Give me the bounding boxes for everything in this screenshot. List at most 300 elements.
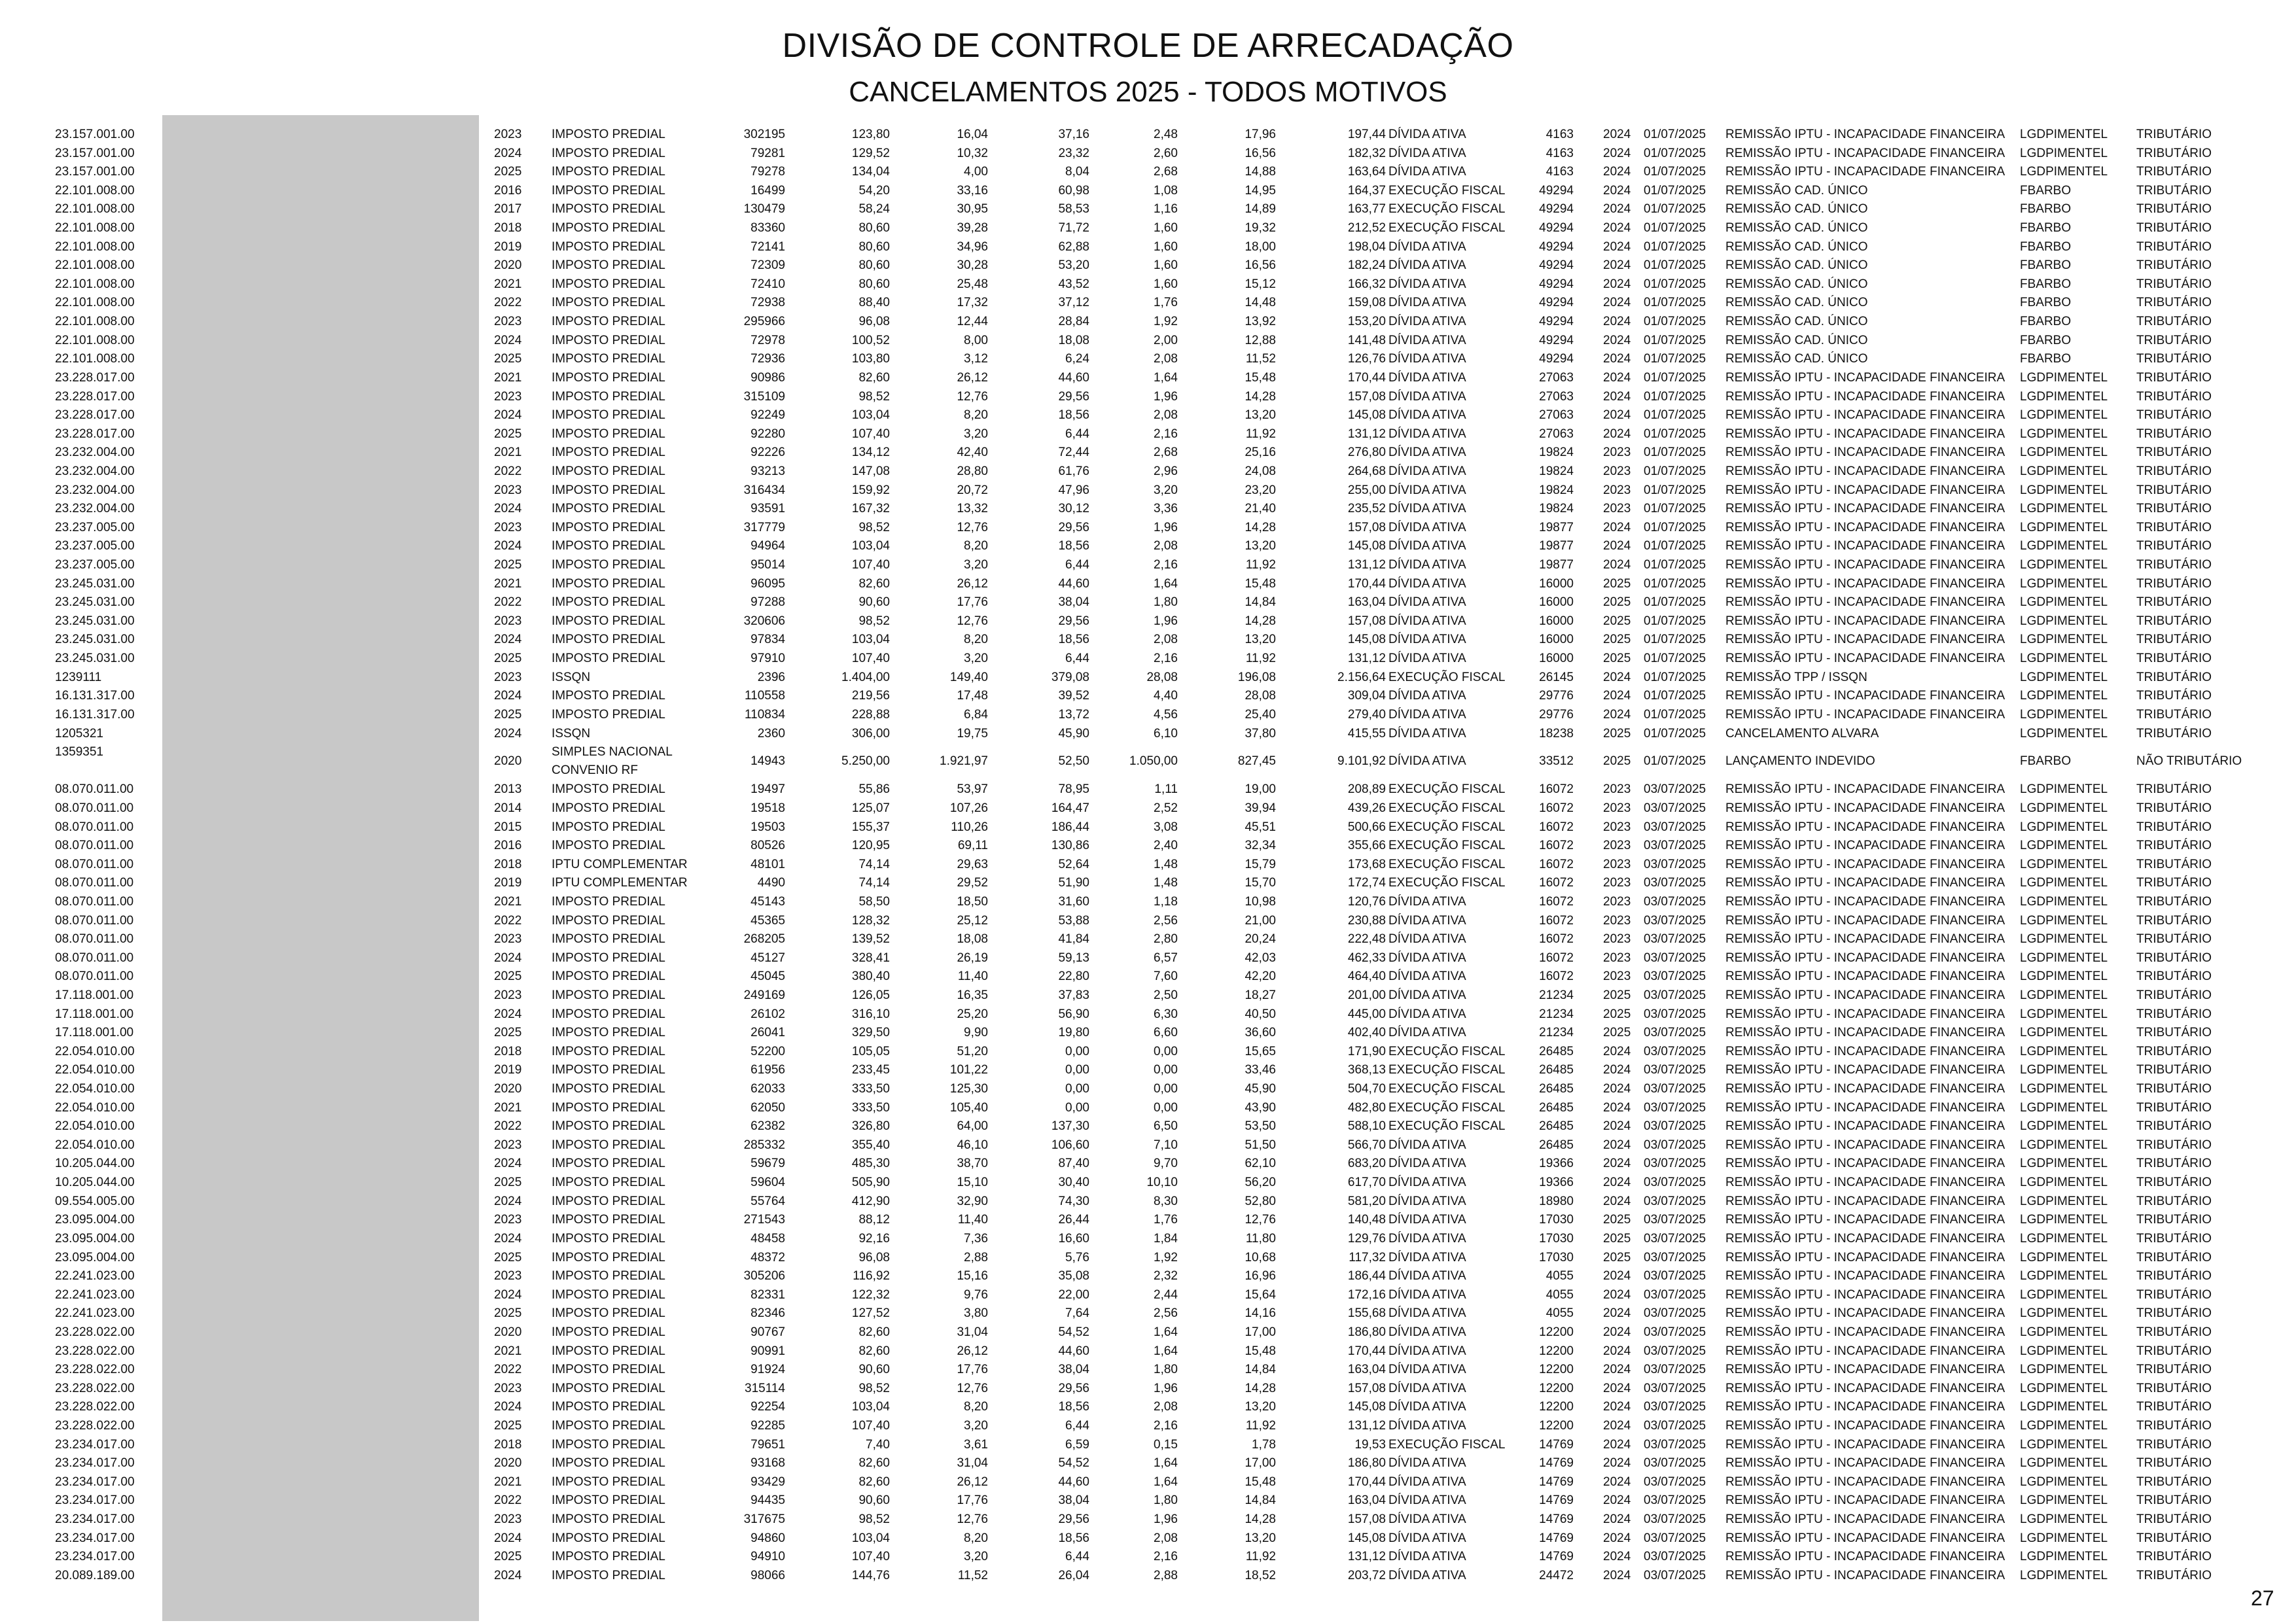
cell-tipo: TRIBUTÁRIO xyxy=(2136,670,2212,684)
cell-juros: 54,52 xyxy=(1058,1456,1089,1471)
cell-motivo: REMISSÃO IPTU - INCAPACIDADE FINANCEIRA xyxy=(1725,1493,2005,1508)
cell-juros: 47,96 xyxy=(1058,483,1089,497)
cell-ano: 2022 xyxy=(494,1363,522,1377)
cell-situacao: DÍVIDA ATIVA xyxy=(1388,1176,1466,1190)
cell-ano: 2022 xyxy=(494,464,522,478)
cell-inscricao: 22.101.008.00 xyxy=(55,221,135,236)
table-row xyxy=(0,1174,2296,1193)
cell-ano: 2015 xyxy=(494,820,522,834)
cell-data: 01/07/2025 xyxy=(1644,539,1706,553)
cell-data: 01/07/2025 xyxy=(1644,333,1706,347)
cell-data: 01/07/2025 xyxy=(1644,146,1706,160)
cell-descricao: IMPOSTO PREDIAL xyxy=(552,1119,665,1134)
cell-ano: 2023 xyxy=(494,932,522,947)
cell-tipo: TRIBUTÁRIO xyxy=(2136,1512,2212,1527)
cell-tipo: TRIBUTÁRIO xyxy=(2136,1157,2212,1171)
cell-multa: 29,52 xyxy=(957,876,988,890)
table-row xyxy=(0,949,2296,968)
cell-tipo: TRIBUTÁRIO xyxy=(2136,239,2212,254)
cell-correcao: 2,08 xyxy=(1154,1400,1178,1414)
cell-situacao: DÍVIDA ATIVA xyxy=(1388,165,1466,179)
cell-juros: 37,83 xyxy=(1058,988,1089,1002)
table-row xyxy=(0,145,2296,164)
cell-processo: 4055 xyxy=(1545,1269,1574,1283)
cell-ano-processo: 2024 xyxy=(1603,370,1631,385)
cell-honorarios: 51,50 xyxy=(1245,1138,1276,1152)
cell-inscricao: 23.157.001.00 xyxy=(55,146,135,160)
table-row xyxy=(0,1249,2296,1268)
cell-processo: 16072 xyxy=(1539,894,1574,909)
cell-data: 01/07/2025 xyxy=(1644,558,1706,572)
table-row xyxy=(0,1043,2296,1062)
cell-tipo: TRIBUTÁRIO xyxy=(2136,876,2212,890)
cell-total: 504,70 xyxy=(1347,1082,1386,1096)
cell-ano: 2020 xyxy=(494,1082,522,1096)
cell-honorarios: 11,92 xyxy=(1245,427,1276,441)
cell-correcao: 1,18 xyxy=(1154,894,1178,909)
cell-multa: 42,40 xyxy=(957,445,988,460)
cell-motivo: REMISSÃO IPTU - INCAPACIDADE FINANCEIRA xyxy=(1725,1100,2005,1115)
cell-inscricao: 22.054.010.00 xyxy=(55,1044,135,1058)
cell-total: 163,64 xyxy=(1347,165,1386,179)
cell-valor-principal: 126,05 xyxy=(851,988,890,1002)
cell-juros: 6,44 xyxy=(1065,1419,1089,1433)
cell-usuario: LGDPIMENTEL xyxy=(2020,502,2108,516)
cell-descricao: IMPOSTO PREDIAL xyxy=(552,539,665,553)
cell-lancamento: 62382 xyxy=(751,1119,785,1134)
cell-correcao: 2,88 xyxy=(1154,1568,1178,1582)
cell-data: 03/07/2025 xyxy=(1644,988,1706,1002)
cell-descricao: IMPOSTO PREDIAL xyxy=(552,894,665,909)
cell-ano-processo: 2023 xyxy=(1603,913,1631,928)
cell-correcao: 4,56 xyxy=(1154,707,1178,722)
cell-lancamento: 26102 xyxy=(751,1007,785,1021)
cell-correcao: 1,60 xyxy=(1154,277,1178,291)
cell-honorarios: 18,52 xyxy=(1245,1568,1276,1582)
cell-motivo: REMISSÃO IPTU - INCAPACIDADE FINANCEIRA xyxy=(1725,483,2005,497)
cell-usuario: LGDPIMENTEL xyxy=(2020,1250,2108,1265)
cell-valor-principal: 80,60 xyxy=(858,258,890,273)
cell-multa: 25,12 xyxy=(957,913,988,928)
cell-correcao: 1,60 xyxy=(1154,258,1178,273)
cell-ano: 2023 xyxy=(494,483,522,497)
cell-ano: 2023 xyxy=(494,670,522,684)
cell-data: 01/07/2025 xyxy=(1644,370,1706,385)
cell-tipo: TRIBUTÁRIO xyxy=(2136,894,2212,909)
cell-ano-processo: 2024 xyxy=(1603,389,1631,404)
cell-data: 03/07/2025 xyxy=(1644,1344,1706,1358)
cell-data: 01/07/2025 xyxy=(1644,464,1706,478)
cell-honorarios: 14,84 xyxy=(1245,1493,1276,1508)
cell-correcao: 1,64 xyxy=(1154,1325,1178,1339)
cell-juros: 37,16 xyxy=(1058,128,1089,141)
cell-valor-principal: 103,04 xyxy=(851,408,890,423)
cell-data: 03/07/2025 xyxy=(1644,1119,1706,1134)
cell-ano-processo: 2024 xyxy=(1603,1400,1631,1414)
cell-motivo: REMISSÃO IPTU - INCAPACIDADE FINANCEIRA xyxy=(1725,1437,2005,1452)
cell-honorarios: 14,28 xyxy=(1245,520,1276,534)
table-row xyxy=(0,519,2296,538)
cell-inscricao: 23.228.017.00 xyxy=(55,408,135,423)
cell-ano: 2022 xyxy=(494,1119,522,1134)
cell-honorarios: 14,88 xyxy=(1245,165,1276,179)
cell-usuario: LGDPIMENTEL xyxy=(2020,539,2108,553)
cell-situacao: DÍVIDA ATIVA xyxy=(1388,128,1466,141)
cell-usuario: LGDPIMENTEL xyxy=(2020,445,2108,460)
cell-tipo: TRIBUTÁRIO xyxy=(2136,1213,2212,1227)
cell-valor-principal: 107,40 xyxy=(851,427,890,441)
cell-total: 212,52 xyxy=(1347,221,1386,236)
cell-valor-principal: 128,32 xyxy=(851,913,890,928)
cell-inscricao: 08.070.011.00 xyxy=(55,857,134,871)
cell-tipo: TRIBUTÁRIO xyxy=(2136,128,2212,141)
cell-usuario: LGDPIMENTEL xyxy=(2020,614,2108,628)
cell-usuario: LGDPIMENTEL xyxy=(2020,951,2108,965)
cell-correcao: 1,60 xyxy=(1154,239,1178,254)
cell-situacao: DÍVIDA ATIVA xyxy=(1388,932,1466,947)
cell-total: 170,44 xyxy=(1347,1475,1386,1489)
cell-descricao: IMPOSTO PREDIAL xyxy=(552,389,665,404)
cell-data: 03/07/2025 xyxy=(1644,1437,1706,1452)
cell-lancamento: 90986 xyxy=(751,370,785,385)
cell-data: 03/07/2025 xyxy=(1644,782,1706,797)
cell-descricao: IMPOSTO PREDIAL xyxy=(552,296,665,310)
cell-descricao: IMPOSTO PREDIAL xyxy=(552,782,665,797)
cell-lancamento: 92254 xyxy=(751,1400,785,1414)
cell-usuario: FBARBO xyxy=(2020,754,2072,769)
cell-situacao: EXECUÇÃO FISCAL xyxy=(1388,1119,1506,1134)
cell-total: 131,12 xyxy=(1347,427,1386,441)
cell-situacao: DÍVIDA ATIVA xyxy=(1388,1512,1466,1527)
cell-descricao: IMPOSTO PREDIAL xyxy=(552,352,665,366)
cell-honorarios: 15,70 xyxy=(1245,876,1276,890)
cell-multa: 15,10 xyxy=(957,1176,988,1190)
cell-motivo: REMISSÃO IPTU - INCAPACIDADE FINANCEIRA xyxy=(1725,576,2005,591)
cell-juros: 29,56 xyxy=(1058,520,1089,534)
cell-total: 145,08 xyxy=(1347,1531,1386,1545)
cell-descricao: IMPOSTO PREDIAL xyxy=(552,1550,665,1564)
cell-usuario: FBARBO xyxy=(2020,221,2072,236)
table-row xyxy=(0,1361,2296,1380)
cell-correcao: 2,08 xyxy=(1154,408,1178,423)
cell-correcao: 0,00 xyxy=(1154,1082,1178,1096)
cell-multa: 12,76 xyxy=(957,389,988,404)
cell-motivo: REMISSÃO CAD. ÚNICO xyxy=(1725,333,1868,347)
cell-descricao: IMPOSTO PREDIAL xyxy=(552,932,665,947)
cell-total: 173,68 xyxy=(1347,857,1386,871)
cell-situacao: DÍVIDA ATIVA xyxy=(1388,427,1466,441)
cell-ano: 2024 xyxy=(494,689,522,703)
cell-motivo: REMISSÃO IPTU - INCAPACIDADE FINANCEIRA xyxy=(1725,652,2005,666)
cell-inscricao: 23.095.004.00 xyxy=(55,1231,135,1246)
cell-motivo: LANÇAMENTO INDEVIDO xyxy=(1725,754,1875,769)
cell-correcao: 0,00 xyxy=(1154,1044,1178,1058)
cell-descricao: ISSQN xyxy=(552,670,591,684)
cell-tipo: TRIBUTÁRIO xyxy=(2136,1344,2212,1358)
cell-descricao: IMPOSTO PREDIAL xyxy=(552,333,665,347)
cell-tipo: TRIBUTÁRIO xyxy=(2136,1531,2212,1545)
page-title: DIVISÃO DE CONTROLE DE ARRECADAÇÃO xyxy=(782,27,1514,65)
cell-motivo: REMISSÃO IPTU - INCAPACIDADE FINANCEIRA xyxy=(1725,128,2005,141)
cell-juros: 30,40 xyxy=(1058,1176,1089,1190)
cell-usuario: LGDPIMENTEL xyxy=(2020,1437,2108,1452)
cell-situacao: DÍVIDA ATIVA xyxy=(1388,1231,1466,1246)
cell-total: 186,44 xyxy=(1347,1269,1386,1283)
cell-ano-processo: 2024 xyxy=(1603,707,1631,722)
cell-total: 617,70 xyxy=(1347,1176,1386,1190)
cell-valor-principal: 80,60 xyxy=(858,277,890,291)
cell-correcao: 1,96 xyxy=(1154,1512,1178,1527)
cell-ano-processo: 2024 xyxy=(1603,539,1631,553)
cell-situacao: DÍVIDA ATIVA xyxy=(1388,707,1466,722)
cell-motivo: REMISSÃO IPTU - INCAPACIDADE FINANCEIRA xyxy=(1725,1344,2005,1358)
cell-usuario: LGDPIMENTEL xyxy=(2020,1550,2108,1564)
cell-honorarios: 25,40 xyxy=(1245,707,1276,722)
table-row xyxy=(0,219,2296,238)
cell-processo: 16072 xyxy=(1539,801,1574,815)
cell-valor-principal: 88,40 xyxy=(858,296,890,310)
cell-multa: 8,00 xyxy=(964,333,988,347)
cell-ano-processo: 2024 xyxy=(1603,1437,1631,1452)
cell-ano: 2023 xyxy=(494,520,522,534)
cell-usuario: LGDPIMENTEL xyxy=(2020,801,2108,815)
cell-tipo: TRIBUTÁRIO xyxy=(2136,370,2212,385)
cell-processo: 19824 xyxy=(1539,445,1574,460)
cell-juros: 72,44 xyxy=(1058,445,1089,460)
cell-descricao: IMPOSTO PREDIAL xyxy=(552,1176,665,1190)
cell-juros: 38,04 xyxy=(1058,595,1089,610)
cell-lancamento: 83360 xyxy=(751,221,785,236)
cell-inscricao: 23.232.004.00 xyxy=(55,502,135,516)
cell-multa: 19,75 xyxy=(957,726,988,741)
cell-inscricao: 08.070.011.00 xyxy=(55,932,134,947)
cell-correcao: 1,96 xyxy=(1154,520,1178,534)
cell-motivo: REMISSÃO CAD. ÚNICO xyxy=(1725,296,1868,310)
table-row xyxy=(0,126,2296,145)
cell-motivo: REMISSÃO IPTU - INCAPACIDADE FINANCEIRA xyxy=(1725,464,2005,478)
cell-honorarios: 37,80 xyxy=(1245,726,1276,741)
cell-total: 197,44 xyxy=(1347,128,1386,141)
cell-inscricao: 20.089.189.00 xyxy=(55,1568,135,1582)
cell-juros: 44,60 xyxy=(1058,1475,1089,1489)
cell-descricao: IMPOSTO PREDIAL xyxy=(552,820,665,834)
cell-ano: 2020 xyxy=(494,1456,522,1471)
cell-ano-processo: 2024 xyxy=(1603,296,1631,310)
cell-situacao: DÍVIDA ATIVA xyxy=(1388,277,1466,291)
table-row xyxy=(0,462,2296,481)
cell-juros: 26,44 xyxy=(1058,1213,1089,1227)
cell-lancamento: 315114 xyxy=(745,1381,785,1395)
cell-correcao: 6,10 xyxy=(1154,726,1178,741)
cell-situacao: DÍVIDA ATIVA xyxy=(1388,1475,1466,1489)
table-row xyxy=(0,369,2296,388)
cell-situacao: DÍVIDA ATIVA xyxy=(1388,1568,1466,1582)
cell-ano-processo: 2024 xyxy=(1603,1493,1631,1508)
cell-correcao: 9,70 xyxy=(1154,1157,1178,1171)
cell-situacao: DÍVIDA ATIVA xyxy=(1388,1456,1466,1471)
cell-total: 163,04 xyxy=(1347,1363,1386,1377)
cell-tipo: TRIBUTÁRIO xyxy=(2136,183,2212,198)
cell-situacao: EXECUÇÃO FISCAL xyxy=(1388,1082,1506,1096)
cell-data: 03/07/2025 xyxy=(1644,1419,1706,1433)
cell-lancamento: 95014 xyxy=(751,558,785,572)
cell-multa: 46,10 xyxy=(957,1138,988,1152)
cell-usuario: FBARBO xyxy=(2020,183,2072,198)
cell-descricao: IMPOSTO PREDIAL xyxy=(552,1493,665,1508)
cell-descricao: IMPOSTO PREDIAL xyxy=(552,445,665,460)
cell-motivo: REMISSÃO IPTU - INCAPACIDADE FINANCEIRA xyxy=(1725,839,2005,853)
cell-lancamento: 97834 xyxy=(751,633,785,647)
table-row xyxy=(0,1099,2296,1118)
table-row xyxy=(0,1473,2296,1492)
cell-ano-processo: 2023 xyxy=(1603,839,1631,853)
cell-lancamento: 45365 xyxy=(751,913,785,928)
cell-motivo: REMISSÃO IPTU - INCAPACIDADE FINANCEIRA xyxy=(1725,969,2005,984)
cell-motivo: REMISSÃO IPTU - INCAPACIDADE FINANCEIRA xyxy=(1725,876,2005,890)
cell-usuario: LGDPIMENTEL xyxy=(2020,1138,2108,1152)
cell-juros: 6,44 xyxy=(1065,558,1089,572)
cell-ano-processo: 2024 xyxy=(1603,1100,1631,1115)
cell-processo: 26145 xyxy=(1539,670,1574,684)
cell-motivo: REMISSÃO IPTU - INCAPACIDADE FINANCEIRA xyxy=(1725,782,2005,797)
table-row xyxy=(0,425,2296,444)
cell-ano: 2023 xyxy=(494,1381,522,1395)
cell-motivo: REMISSÃO IPTU - INCAPACIDADE FINANCEIRA xyxy=(1725,1250,2005,1265)
cell-total: 131,12 xyxy=(1347,1550,1386,1564)
cell-motivo: REMISSÃO IPTU - INCAPACIDADE FINANCEIRA xyxy=(1725,146,2005,160)
cell-valor-principal: 120,95 xyxy=(851,839,890,853)
cell-juros: 8,04 xyxy=(1065,165,1089,179)
cell-processo: 27063 xyxy=(1539,370,1574,385)
table-row xyxy=(0,930,2296,949)
cell-descricao: IPTU COMPLEMENTAR xyxy=(552,857,688,871)
cell-motivo: REMISSÃO IPTU - INCAPACIDADE FINANCEIRA xyxy=(1725,1568,2005,1582)
table-row xyxy=(0,556,2296,575)
cell-processo: 26485 xyxy=(1539,1082,1574,1096)
table-row xyxy=(0,1529,2296,1548)
cell-correcao: 2,16 xyxy=(1154,1419,1178,1433)
table-row xyxy=(0,612,2296,631)
cell-ano-processo: 2024 xyxy=(1603,689,1631,703)
cell-correcao: 1,16 xyxy=(1154,202,1178,217)
cell-situacao: DÍVIDA ATIVA xyxy=(1388,1381,1466,1395)
cell-ano-processo: 2024 xyxy=(1603,221,1631,236)
cell-total: 355,66 xyxy=(1347,839,1386,853)
cell-ano-processo: 2024 xyxy=(1603,1194,1631,1208)
cell-lancamento: 52200 xyxy=(751,1044,785,1058)
cell-data: 01/07/2025 xyxy=(1644,652,1706,666)
cell-lancamento: 19518 xyxy=(751,801,785,815)
cell-situacao: DÍVIDA ATIVA xyxy=(1388,539,1466,553)
cell-multa: 34,96 xyxy=(957,239,988,254)
cell-situacao: EXECUÇÃO FISCAL xyxy=(1388,1437,1506,1452)
cell-data: 01/07/2025 xyxy=(1644,427,1706,441)
cell-valor-principal: 306,00 xyxy=(851,726,890,741)
cell-valor-principal: 147,08 xyxy=(851,464,890,478)
cell-ano-processo: 2025 xyxy=(1603,988,1631,1002)
cell-lancamento: 45127 xyxy=(751,951,785,965)
cell-inscricao: 22.101.008.00 xyxy=(55,202,135,217)
cell-descricao: IMPOSTO PREDIAL xyxy=(552,202,665,217)
cell-usuario: LGDPIMENTEL xyxy=(2020,839,2108,853)
cell-ano-processo: 2024 xyxy=(1603,1287,1631,1302)
cell-honorarios: 14,16 xyxy=(1245,1306,1276,1321)
cell-descricao: IMPOSTO PREDIAL xyxy=(552,1138,665,1152)
cell-ano: 2024 xyxy=(494,1007,522,1021)
cell-situacao: DÍVIDA ATIVA xyxy=(1388,652,1466,666)
cell-honorarios: 11,52 xyxy=(1245,352,1276,366)
cell-total: 170,44 xyxy=(1347,370,1386,385)
cell-ano: 2023 xyxy=(494,389,522,404)
cell-honorarios: 21,00 xyxy=(1245,913,1276,928)
cell-motivo: REMISSÃO IPTU - INCAPACIDADE FINANCEIRA xyxy=(1725,1287,2005,1302)
cell-data: 01/07/2025 xyxy=(1644,389,1706,404)
cell-multa: 28,80 xyxy=(957,464,988,478)
cell-juros: 0,00 xyxy=(1065,1082,1089,1096)
cell-ano-processo: 2025 xyxy=(1603,1213,1631,1227)
cell-usuario: LGDPIMENTEL xyxy=(2020,913,2108,928)
cell-inscricao: 22.101.008.00 xyxy=(55,333,135,347)
cell-valor-principal: 74,14 xyxy=(858,857,890,871)
cell-situacao: EXECUÇÃO FISCAL xyxy=(1388,221,1506,236)
cell-tipo: TRIBUTÁRIO xyxy=(2136,333,2212,347)
cell-ano: 2013 xyxy=(494,782,522,797)
cell-lancamento: 90991 xyxy=(751,1344,785,1358)
cell-ano: 2025 xyxy=(494,1550,522,1564)
table-row xyxy=(0,650,2296,669)
cell-usuario: LGDPIMENTEL xyxy=(2020,670,2108,684)
cell-inscricao: 23.228.022.00 xyxy=(55,1344,135,1358)
cell-inscricao: 23.228.022.00 xyxy=(55,1400,135,1414)
cell-correcao: 2,56 xyxy=(1154,1306,1178,1321)
cell-correcao: 1,64 xyxy=(1154,1456,1178,1471)
cell-multa: 3,20 xyxy=(964,1550,988,1564)
table-row xyxy=(0,406,2296,425)
cell-data: 03/07/2025 xyxy=(1644,951,1706,965)
cell-ano-processo: 2023 xyxy=(1603,857,1631,871)
cell-descricao: IMPOSTO PREDIAL xyxy=(552,1007,665,1021)
cell-lancamento: 92280 xyxy=(751,427,785,441)
cell-tipo: TRIBUTÁRIO xyxy=(2136,1231,2212,1246)
cell-situacao: EXECUÇÃO FISCAL xyxy=(1388,839,1506,853)
cell-juros: 29,56 xyxy=(1058,614,1089,628)
cell-processo: 12200 xyxy=(1539,1344,1574,1358)
cell-multa: 20,72 xyxy=(957,483,988,497)
cell-honorarios: 14,95 xyxy=(1245,183,1276,198)
cell-total: 157,08 xyxy=(1347,520,1386,534)
cell-lancamento: 92285 xyxy=(751,1419,785,1433)
cell-situacao: DÍVIDA ATIVA xyxy=(1388,1287,1466,1302)
table-row xyxy=(0,1492,2296,1510)
cell-correcao: 0,00 xyxy=(1154,1063,1178,1077)
cell-data: 01/07/2025 xyxy=(1644,202,1706,217)
cell-honorarios: 40,50 xyxy=(1245,1007,1276,1021)
cell-total: 164,37 xyxy=(1347,183,1386,198)
cell-data: 03/07/2025 xyxy=(1644,1026,1706,1040)
cell-juros: 44,60 xyxy=(1058,1344,1089,1358)
cell-tipo: TRIBUTÁRIO xyxy=(2136,483,2212,497)
cell-multa: 8,20 xyxy=(964,539,988,553)
cell-tipo: TRIBUTÁRIO xyxy=(2136,408,2212,423)
cell-data: 01/07/2025 xyxy=(1644,352,1706,366)
cell-multa: 39,28 xyxy=(957,221,988,236)
cell-ano: 2021 xyxy=(494,1475,522,1489)
cell-juros: 29,56 xyxy=(1058,389,1089,404)
cell-juros: 19,80 xyxy=(1058,1026,1089,1040)
cell-total: 500,66 xyxy=(1347,820,1386,834)
cell-descricao: IMPOSTO PREDIAL xyxy=(552,221,665,236)
cell-multa: 12,76 xyxy=(957,1512,988,1527)
